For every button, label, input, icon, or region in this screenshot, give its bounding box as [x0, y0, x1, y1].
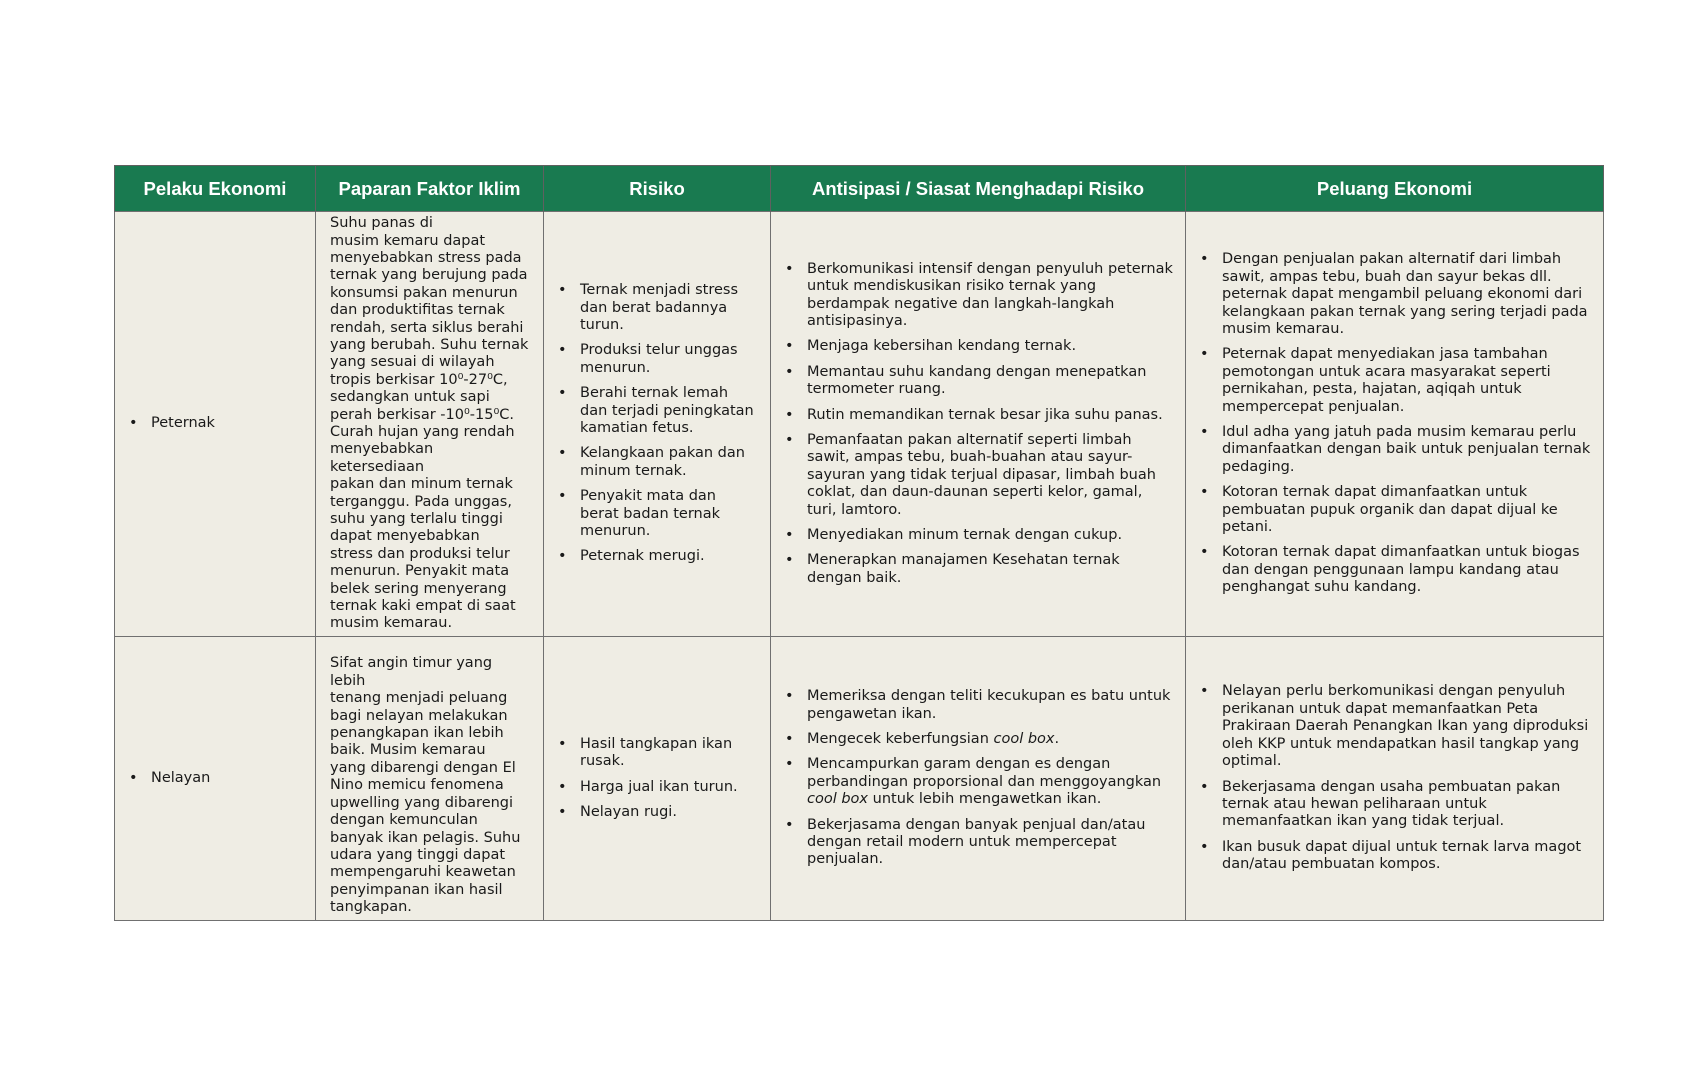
- cell-paparan: [316, 637, 544, 921]
- cell-pelaku: [115, 637, 316, 921]
- paparan-line: pakan dan minum ternak: [330, 476, 513, 493]
- list-item: • Peternak merugi.: [558, 548, 758, 565]
- paparan-line: sedangkan untuk sapi: [330, 389, 490, 406]
- list-item: • Ternak menjadi stress dan berat badannya turun.: [558, 282, 758, 334]
- cell-risiko: [544, 637, 771, 921]
- list-item: • Harga jual ikan turun.: [558, 779, 758, 796]
- list-item: • Kotoran ternak dapat dimanfaatkan untuk pembuatan pupuk organik dan dapat dijual ke petani.: [1200, 484, 1591, 536]
- list-item: • Bekerjasama dengan usaha pembuatan pakan ternak atau hewan peliharaan untuk memanfaatkan ikan yang tidak terjual.: [1200, 779, 1591, 831]
- table-row-peternak: [115, 212, 1604, 637]
- paparan-line: musim kemarau.: [330, 615, 453, 632]
- paparan-line: Sifat angin timur yang lebih: [330, 655, 493, 689]
- paparan-text: [330, 215, 531, 633]
- paparan-line: konsumsi pakan menurun: [330, 284, 518, 301]
- paparan-line: Curah hujan yang rendah: [330, 424, 515, 440]
- list-item: [785, 756, 1173, 808]
- paparan-line: upwelling yang dibarengi: [330, 794, 514, 811]
- risiko-list: [558, 282, 758, 566]
- cell-antisipasi: [771, 637, 1186, 921]
- paparan-line: yang berubah. Suhu ternak: [330, 336, 529, 353]
- list-item-text: .: [1054, 730, 1060, 747]
- paparan-line: bagi nelayan melakukan: [330, 707, 508, 724]
- antisipasi-list: [785, 688, 1173, 869]
- paparan-line: menyebabkan stress pada: [330, 249, 522, 266]
- list-item: • Pemanfaatan pakan alternatif seperti limbah sawit, ampas tebu, buah-buahan atau sayur-sayuran yang tidak terjual dipasar, limbah buah coklat, dan daun-daunan seperti kelor, gamal, turi, lamtoro.: [785, 432, 1173, 519]
- cell-antisipasi: [771, 212, 1186, 637]
- header-risiko: Risiko: [544, 166, 771, 212]
- paparan-line: dan produktifitas ternak: [330, 302, 505, 319]
- list-item-italic-term: cool box: [993, 730, 1055, 747]
- paparan-line: yang dibarengi dengan El: [330, 759, 516, 776]
- paparan-line: mempengaruhi keawetan: [330, 864, 516, 881]
- risiko-list: [558, 736, 758, 822]
- paparan-line: belek sering menyerang: [330, 580, 507, 597]
- list-item: • Berkomunikasi intensif dengan penyuluh peternak untuk mendiskusikan risiko ternak yang berdampak negative dan langkah-langkah antisipasinya.: [785, 261, 1173, 331]
- list-item: • Nelayan rugi.: [558, 804, 758, 821]
- paparan-line: menyebabkan ketersediaan: [330, 441, 434, 475]
- paparan-line: tenang menjadi peluang: [330, 690, 508, 707]
- antisipasi-list: [785, 261, 1173, 588]
- list-item-text: Mengecek keberfungsian: [807, 730, 994, 747]
- paparan-text: [330, 655, 531, 916]
- list-item: • Dengan penjualan pakan alternatif dari limbah sawit, ampas tebu, buah dan sayur bekas dll. peternak dapat mengambil peluang ekonomi dari kelangkaan pakan ternak yang sering terjadi pada musim kemarau.: [1200, 251, 1591, 338]
- list-item: • Ikan busuk dapat dijual untuk ternak larva magot dan/atau pembuatan kompos.: [1200, 839, 1591, 874]
- list-item: • Penyakit mata dan berat badan ternak menurun.: [558, 488, 758, 540]
- cell-paparan: [316, 212, 544, 637]
- list-item: • Kelangkaan pakan dan minum ternak.: [558, 445, 758, 480]
- paparan-line: tangkapan.: [330, 899, 412, 916]
- paparan-line: rendah, serta siklus berahi: [330, 319, 524, 336]
- list-item: • Menerapkan manajamen Kesehatan ternak dengan baik.: [785, 552, 1173, 587]
- cell-pelaku: [115, 212, 316, 637]
- peluang-list: [1200, 683, 1591, 873]
- paparan-line: dengan kemunculan: [330, 812, 478, 829]
- peluang-list: [1200, 251, 1591, 596]
- list-item: • Menjaga kebersihan kendang ternak.: [785, 338, 1173, 355]
- paparan-line: penyimpanan ikan hasil: [330, 881, 503, 898]
- paparan-line: penangkapan ikan lebih: [330, 725, 504, 742]
- header-peluang-ekonomi: Peluang Ekonomi: [1186, 166, 1604, 212]
- paparan-line: terganggu. Pada unggas,: [330, 493, 512, 510]
- list-item: • Kotoran ternak dapat dimanfaatkan untuk biogas dan dengan penggunaan lampu kandang atau penghangat suhu kandang.: [1200, 544, 1591, 596]
- paparan-line: musim kemaru dapat: [330, 232, 486, 249]
- paparan-line: stress dan produksi telur: [330, 545, 510, 562]
- list-item: • Memantau suhu kandang dengan menepatkan termometer ruang.: [785, 364, 1173, 399]
- paparan-line: Nino memicu fenomena: [330, 777, 504, 794]
- list-item-text: untuk lebih mengawetkan ikan.: [868, 791, 1102, 808]
- list-item: • Memeriksa dengan teliti kecukupan es batu untuk pengawetan ikan.: [785, 688, 1173, 723]
- list-item: • Berahi ternak lemah dan terjadi peningkatan kamatian fetus.: [558, 385, 758, 437]
- list-item: • Hasil tangkapan ikan rusak.: [558, 736, 758, 771]
- header-antisipasi: Antisipasi / Siasat Menghadapi Risiko: [771, 166, 1186, 212]
- paparan-line: udara yang tinggi dapat: [330, 846, 506, 863]
- header-row: [115, 166, 1604, 212]
- list-item-italic-term: cool box: [807, 791, 869, 808]
- paparan-line: perah berkisar -10⁰-15⁰C.: [330, 406, 515, 423]
- list-item: • Bekerjasama dengan banyak penjual dan/atau dengan retail modern untuk mempercepat penjualan.: [785, 817, 1173, 869]
- list-item: • Produksi telur unggas menurun.: [558, 342, 758, 377]
- paparan-line: ternak yang berujung pada: [330, 267, 528, 284]
- paparan-line: banyak ikan pelagis. Suhu: [330, 829, 521, 846]
- table-row-nelayan: [115, 637, 1604, 921]
- paparan-line: Suhu panas di: [330, 215, 433, 232]
- list-item-text: Mencampurkan garam dengan es dengan perbandingan proporsional dan menggoyangkan: [807, 756, 1162, 790]
- paparan-line: baik. Musim kemarau: [330, 742, 486, 759]
- list-item: • Menyediakan minum ternak dengan cukup.: [785, 527, 1173, 544]
- climate-risk-table: [114, 165, 1604, 921]
- paparan-line: dapat menyebabkan: [330, 528, 480, 545]
- cell-risiko: [544, 212, 771, 637]
- header-paparan-faktor-iklim: Paparan Faktor Iklim: [316, 166, 544, 212]
- list-item: • Nelayan perlu berkomunikasi dengan penyuluh perikanan untuk dapat memanfaatkan Peta Prakiraan Daerah Penangkan Ikan yang diproduksi oleh KKP untuk mendapatkan hasil tangkap yang optimal.: [1200, 683, 1591, 770]
- paparan-line: suhu yang terlalu tinggi: [330, 511, 503, 528]
- paparan-line: menurun. Penyakit mata: [330, 563, 510, 580]
- cell-peluang: [1186, 637, 1604, 921]
- pelaku-item: • Peternak: [129, 415, 303, 432]
- pelaku-item: • Nelayan: [129, 770, 303, 787]
- list-item: • Rutin memandikan ternak besar jika suhu panas.: [785, 407, 1173, 424]
- paparan-line: yang sesuai di wilayah: [330, 354, 495, 371]
- header-pelaku-ekonomi: Pelaku Ekonomi: [115, 166, 316, 212]
- paparan-line: ternak kaki empat di saat: [330, 598, 516, 615]
- list-item: • Peternak dapat menyediakan jasa tambahan pemotongan untuk acara masyarakat seperti pernikahan, pesta, hajatan, aqiqah untuk mempercepat penjualan.: [1200, 346, 1591, 416]
- paparan-line: tropis berkisar 10⁰-27⁰C,: [330, 371, 508, 388]
- list-item: • Idul adha yang jatuh pada musim kemarau perlu dimanfaatkan dengan baik untuk penjualan ternak pedaging.: [1200, 424, 1591, 476]
- cell-peluang: [1186, 212, 1604, 637]
- list-item: [785, 731, 1173, 748]
